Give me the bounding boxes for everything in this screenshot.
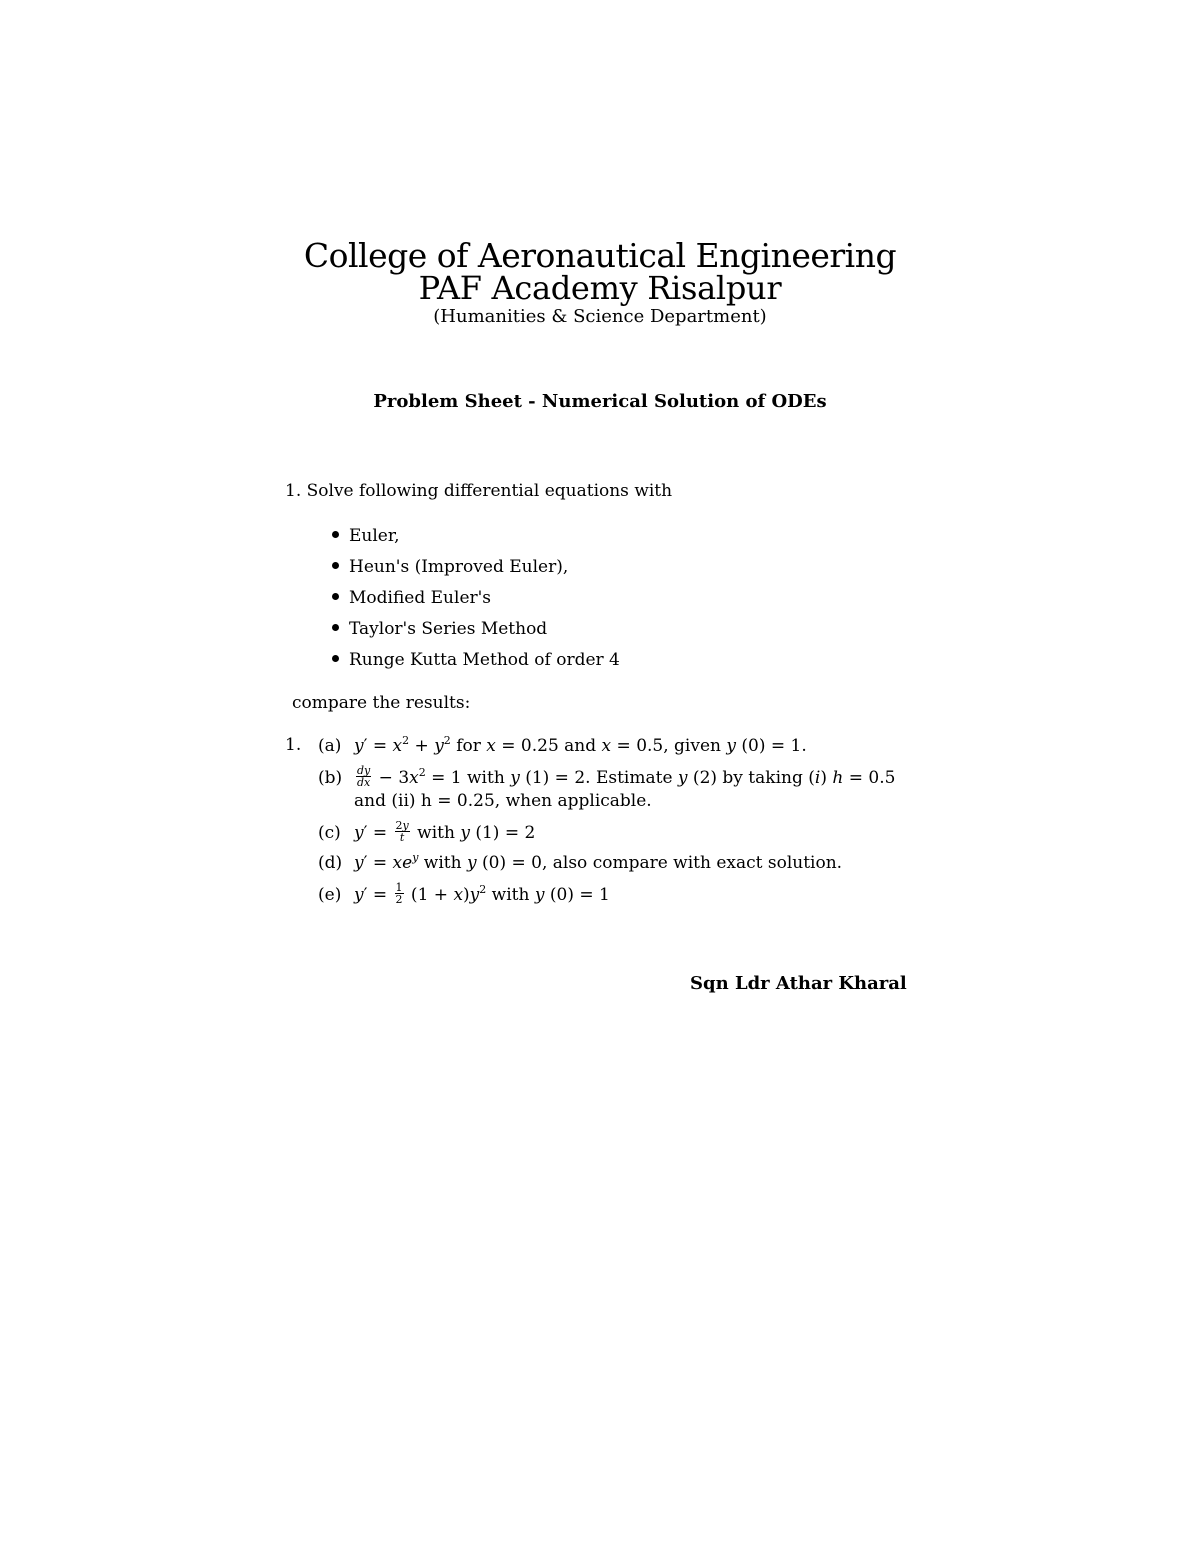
fraction: $\frac{dy}{dx}$ — [357, 764, 371, 789]
bullet-icon — [332, 531, 339, 538]
problem-part-c: (c) y′ = $\frac{2y}{t}$ with y (1) = 2 — [318, 819, 536, 844]
bullet-icon — [332, 655, 339, 662]
fraction: $\frac{2y}{t}$ — [395, 819, 409, 844]
problem-part-a: (a) $y' = x^2 + y^2$ for x = 0.25 and x = 0.5, given y (0) = 1. — [318, 734, 807, 756]
method-list-item: Runge Kutta Method of order 4 — [332, 650, 620, 670]
method-list-item: Modified Euler's — [332, 588, 491, 608]
bullet-icon — [332, 593, 339, 600]
author-signature: Sqn Ldr Athar Kharal — [690, 973, 907, 994]
method-list-item: Euler, — [332, 526, 400, 546]
college-title: College of Aeronautical Engineering — [303, 236, 897, 275]
compare-instruction: compare the results: — [292, 693, 471, 713]
problem-part-d: (d) $y' = xe^y$ with y (0) = 0, also compare with exact solution. — [318, 851, 843, 873]
problem-part-b: (b) $\frac{dy}{dx}$ − $3x^2 = 1$ with y (1) = 2. Estimate y (2) by taking (i) h = 0.5 — [318, 764, 896, 789]
department-subtitle: (Humanities & Science Department) — [433, 306, 767, 327]
method-list-item: Heun's (Improved Euler), — [332, 557, 568, 577]
academy-title: PAF Academy Risalpur — [418, 269, 782, 307]
method-list-item: Taylor's Series Method — [332, 619, 547, 639]
fraction: $\frac{1}{2}$ — [395, 881, 403, 906]
problem-part-b-continued: and (ii) h = 0.25, when applicable. — [354, 791, 652, 811]
problem-number: 1. — [285, 735, 302, 755]
question-intro: 1. Solve following differential equations with — [285, 481, 673, 501]
bullet-icon — [332, 624, 339, 631]
problem-part-e: (e) y′ = $\frac{1}{2}$ $(1 + x)y^2$ with y (0) = 1 — [318, 881, 610, 906]
bullet-icon — [332, 562, 339, 569]
sheet-title: Problem Sheet - Numerical Solution of ODEs — [373, 391, 827, 412]
